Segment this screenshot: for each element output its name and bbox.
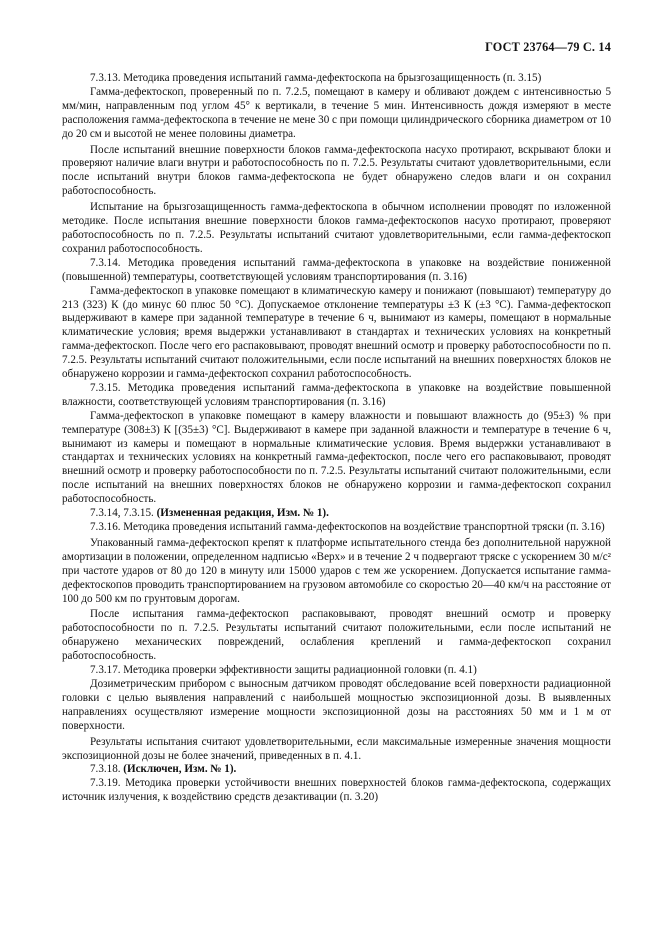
amendment-note [62,763,611,777]
section-7-3-16-title: 7.3.16. Методика проведения испытаний гамма-дефектоскопов на воздействие транспортной тряски (п. 3.16) [90,521,605,533]
section-7-3-15-title: 7.3.15. Методика проведения испытаний гамма-дефектоскопа в упаковке на воздействие повышенной влажности, соответствующей условиям транспортирования (п. 3.16) [62,381,611,408]
amendment-ref: 7.3.18. [90,763,121,776]
document-body [62,72,611,805]
paragraph: Испытание на брызгозащищенность гамма-дефектоскопа в обычном исполнении проводят по изложенной методике. После испытания внешние поверхности блоков гамма-дефектоскопов насухо протирают, проверяют работоспособность по п. 7.2.5. Результаты испытаний считают удовлетворительными, если гамма-дефектоскоп сохранил работоспособность. [62,201,611,255]
paragraph: Результаты испытания считают удовлетворительными, если максимальные измеренные значения мощности экспозиционной дозы не более значений, приведенных в п. 4.1. [62,735,611,762]
paragraph: Гамма-дефектоскоп в упаковке помещают в климатическую камеру и понижают (повышают) температуру до 213 (323) К (до минус 60 плюс 50 °С). Допускаемое отклонение температуры ±3 К (±3 °С). Гамма-дефектоскоп выдерживают в камере при заданной температуре в течение 6 ч, вынимают из камеры, помещают в нормальные климатические условия; время выдержки устанавливают в стандартах и технических условиях на конкретный гамма-дефектоскоп. После чего его распаковывают, проводят внешний осмотр и проверку работоспособности по п. 7.2.5. Результаты испытаний считают положительными, если после испытаний на внешних поверхностях блоков не обнаружено коррозии и гамма-дефектоскоп сохранил работоспособность. [62,284,611,381]
section-7-3-17-title: 7.3.17. Методика проверки эффективности защиты радиационной головки (п. 4.1) [90,664,477,677]
section-7-3-19-title: 7.3.19. Методика проверки устойчивости внешних поверхностей блоков гамма-дефектоскопа, содержащих источник излучения, к воздействию средств дезактивации (п. 3.20) [62,777,611,804]
section-7-3-13-title: 7.3.13. Методика проведения испытаний гамма-дефектоскопа на брызгозащищенность (п. 3.15) [90,72,542,84]
amendment-note [62,507,611,521]
paragraph: Гамма-дефектоскоп в упаковке помещают в камеру влажности и повышают влажность до (95±3) % при температуре (308±3) К [(35±3) °С]. Выдерживают в камере при заданной влажности и температуре в течение 6 ч, вынимают из камеры и помещают в нормальные климатические условия. Время выдержки устанавливают в стандартах и технических условиях на конкретный гамма-дефектоскоп, после чего его распаковывают, проводят внешний осмотр и проверку работоспособности по п. 7.2.5. Результаты испытаний считают положительными, если после испытаний на внешних поверхностях блоков не обнаружено коррозии и гамма-дефектоскоп сохранил работоспособность. [62,409,611,506]
amendment-text: (Исключен, Изм. № 1). [123,763,237,776]
paragraph: Упакованный гамма-дефектоскоп крепят к платформе испытательного стенда без дополнительной наружной амортизации в положении, определенном надписью «Верх» и в течение 2 ч подвергают тряске с ускорением 30 м/с² при частоте ударов от 80 до 120 в минуту или 15000 ударов с тем же ускорением. Допускается испытание гамма-дефектоскопов проводить транспортированием на грузовом автомобиле со скоростью 20—40 км/ч на расстояние от 100 до 500 км по грунтовым дорогам. [62,536,611,605]
section-7-3-14-title: 7.3.14. Методика проведения испытаний гамма-дефектоскопа в упаковке на воздействие пониженной (повышенной) температуры, соответствующей условиям транспортирования (п. 3.16) [62,256,611,283]
paragraph: После испытания гамма-дефектоскоп распаковывают, проводят внешний осмотр и проверку работоспособности по п. 7.2.5. Результаты испытаний считают положительными, если после испытаний не обнаружено механических повреждений, ослабления креплений и гамма-дефектоскоп сохранил работоспособность. [62,608,611,663]
amendment-text: (Измененная редакция, Изм. № 1). [156,507,329,520]
amendment-ref: 7.3.14, 7.3.15. [90,507,154,520]
page-header: ГОСТ 23764—79 С. 14 [485,40,611,54]
paragraph: После испытаний внешние поверхности блоков гамма-дефектоскопа насухо протирают, вскрывают блоки и проверяют наличие влаги внутри и работоспособность по п. 7.2.5. Результаты считают удовлетворительными, если после испытаний внутри блоков гамма-дефектоскопа не будет обнаружено следов влаги и он сохранил работоспособность. [62,143,611,198]
paragraph: Гамма-дефектоскоп, проверенный по п. 7.2.5, помещают в камеру и обливают дождем с интенсивностью 5 мм/мин, направленным под углом 45° к вертикали, в течение 5 мин. Интенсивность дождя измеряют в месте расположения гамма-дефектоскопа в течение не мене 30 с при помощи цилиндрического сборника диаметром от 10 до 20 см и высотой не менее половины диаметра. [62,85,611,140]
paragraph: Дозиметрическим прибором с выносным датчиком проводят обследование всей поверхности радиационной головки с целью выявления направлений с наибольшей мощностью экспозиционной дозы. В выявленных направлениях осуществляют измерение мощности экспозиционной дозы на расстояниях 50 мм и 1 м от поверхности. [62,677,611,732]
